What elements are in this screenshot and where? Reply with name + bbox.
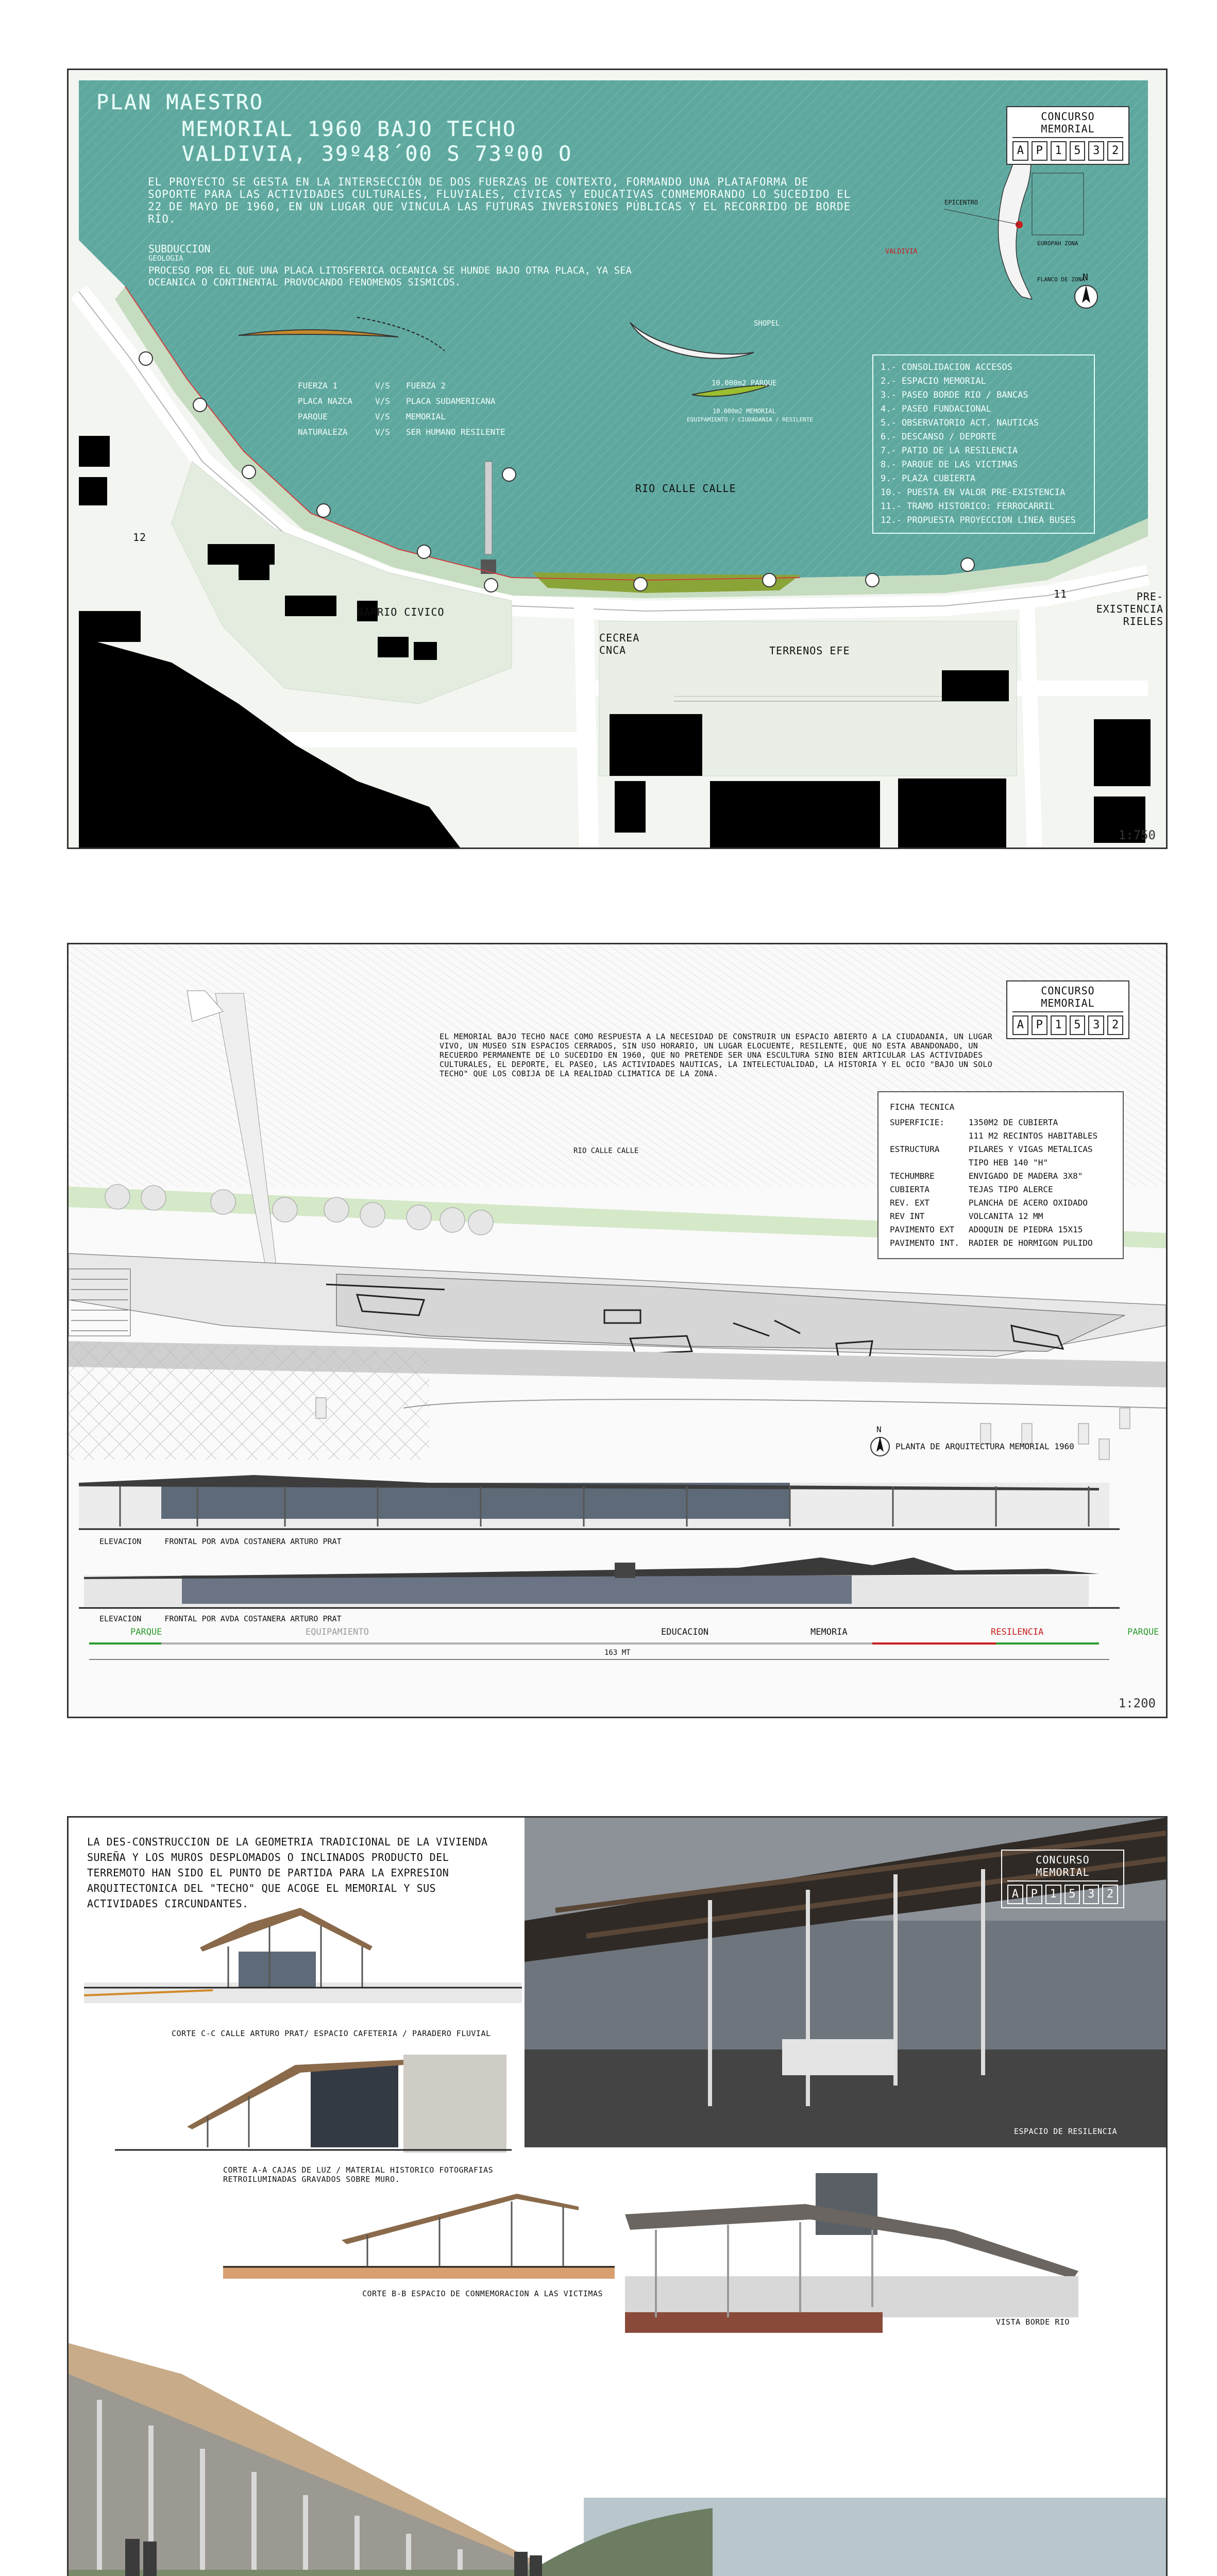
ficha-row: TIPO HEB 140 "H"	[968, 1158, 1048, 1167]
ficha-row: REV. EXT PLANCHA DE ACERO OXIDADO	[890, 1198, 1088, 1208]
competition-code	[1001, 1850, 1124, 1908]
competition-code-title: CONCURSO MEMORIAL	[1012, 985, 1123, 1012]
code-cell: P	[1032, 141, 1047, 161]
bar-label-memoria: MEMORIA	[810, 1627, 848, 1637]
elevation-1-label: ELEVACION FRONTAL POR AVDA COSTANERA ARTURO PRAT	[99, 1537, 342, 1546]
bar-length-label: 163 MT	[604, 1649, 631, 1657]
technical-sheet-table	[890, 1116, 1107, 1250]
legend-item: 1.- CONSOLIDACION ACCESOS	[881, 362, 1012, 372]
technical-sheet	[877, 1091, 1124, 1259]
scale-label: 1:200	[1118, 1696, 1156, 1710]
legend-item: 11.- TRAMO HISTORICO: FERROCARRIL	[881, 501, 1055, 512]
code-cell: 3	[1088, 1015, 1104, 1035]
legend-item: 5.- OBSERVATORIO ACT. NAUTICAS	[881, 418, 1039, 428]
section-bb-drawing	[223, 2178, 615, 2286]
panel-plan-maestro	[67, 69, 1168, 849]
map-label-11: 11	[1054, 588, 1068, 600]
legend-item: 12.- PROPUESTA PROYECCION LÍNEA BUSES	[881, 515, 1076, 526]
forces-table	[298, 378, 505, 440]
panel-cortes-renders	[67, 1816, 1168, 2576]
section-bb-caption: CORTE B-B ESPACIO DE CONMEMORACION A LAS VICTIMAS	[362, 2289, 603, 2298]
force-row: PARQUE V/S MEMORIAL	[298, 412, 446, 421]
code-cell: A	[1012, 141, 1028, 161]
project-location: VALDIVIA, 39º48´00 S 73º00 O	[182, 142, 573, 166]
code-cell: 5	[1070, 1015, 1086, 1035]
ficha-row: SUPERFICIE: 1350M2 DE CUBIERTA	[890, 1117, 1058, 1127]
legend-item: 8.- PARQUE DE LAS VICTIMAS	[881, 460, 1018, 470]
panel-planta-arquitectura	[67, 943, 1168, 1718]
program-bar-labels	[69, 1627, 1166, 1668]
map-label-cecrea: CECREA CNCA	[599, 632, 640, 656]
bar-label-parque-right: PARQUE	[1127, 1627, 1159, 1637]
code-cell: A	[1012, 1015, 1028, 1035]
bar-label-parque-left: PARQUE	[130, 1627, 162, 1637]
force-row: NATURALEZA V/S SER HUMANO RESILENTE	[298, 427, 505, 437]
code-cell: A	[1007, 1885, 1023, 1904]
map-label-12: 12	[133, 531, 147, 544]
force-row: FUERZA 1 V/S FUERZA 2	[298, 381, 446, 391]
competition-code	[1006, 980, 1129, 1039]
subduccion-text: PROCESO POR EL QUE UNA PLACA LITOSFERICA OCEANICA SE HUNDE BAJO OTRA PLACA, YA SEA OCEANICA O CONTINENTAL PROVOCANDO FENOMENOS SISMICOS.	[148, 265, 632, 288]
section-aa-drawing	[115, 2044, 512, 2163]
code-cell: 1	[1045, 1885, 1061, 1904]
ficha-row: TECHUMBRE ENVIGADO DE MADERA 3X8"	[890, 1171, 1083, 1181]
ficha-row: 111 M2 RECINTOS HABITABLES	[968, 1131, 1098, 1141]
code-cell: 3	[1088, 141, 1104, 161]
chile-label-valdivia: VALDIVIA	[885, 248, 918, 256]
river-label: RIO CALLE CALLE	[573, 1147, 639, 1155]
legend-item: 6.- DESCANSO / DEPORTE	[881, 432, 997, 442]
competition-code-title: CONCURSO MEMORIAL	[1007, 1854, 1118, 1882]
subduccion-subtitle: GEOLOGIA	[148, 255, 183, 263]
render-resilencia-caption: ESPACIO DE RESILENCIA	[1014, 2127, 1118, 2136]
code-cell: 5	[1064, 1885, 1080, 1904]
project-intro: EL PROYECTO SE GESTA EN LA INTERSECCIÓN DE DOS FUERZAS DE CONTEXTO, FORMANDO UNA PLATAFORMA DE SOPORTE PARA LAS ACTIVIDADES CULTURALES, FLUVIALES, CÍVICAS Y EDUCATIVAS CONMEMORANDO LO SUCEDIDO EL 22 DE MAYO DE 1960, EN UN LUGAR QUE VINCULA LAS FUTURAS INVERSIONES PÚBLICAS Y EL RECORRIDO DE BORDE RÍO.	[148, 176, 851, 225]
legend-item: 7.- PATIO DE LA RESILENCIA	[881, 446, 1018, 456]
render-paseo-memorial	[69, 2343, 1166, 2576]
memorial-intro: EL MEMORIAL BAJO TECHO NACE COMO RESPUESTA A LA NECESIDAD DE CONSTRUIR UN ESPACIO ABIERTO A LA CIUDADANIA, UN LUGAR VIVO, UN MUSEO SIN ESPACIOS CERRADOS, SIN USO HORARIO, UN LUGAR ELOCUENTE, RESILENTE, QUE NO ESTA ABANDONADO, UN RECUERDO PERMANENTE DE LO SUCEDIDO EN 1960, QUE NO PRETENDE SER UNA ESCULTURA SINO BIEN ARTICULAR LAS ACTIVIDADES CULTURALES, EL DEPORTE, EL PASEO, LAS ACTIVIDADES NAUTICAS, LA INTELECTUALIDAD, LA HISTORIA Y EL OCIO "BAJO UN SOLO TECHO" QUE LOS COBIJA DE LA REALIDAD CLIMATICA DE LA ZONA.	[440, 1032, 993, 1078]
north-label: N	[1083, 272, 1088, 283]
map-label-rio: RIO CALLE CALLE	[635, 482, 736, 495]
code-cell: P	[1026, 1885, 1042, 1904]
program-legend	[872, 354, 1095, 534]
bar-label-equipamiento: EQUIPAMIENTO	[306, 1627, 369, 1637]
render-borde-rio-caption: VISTA BORDE RIO	[996, 2317, 1070, 2327]
project-subtitle: MEMORIAL 1960 BAJO TECHO	[182, 117, 517, 141]
competition-code	[1006, 106, 1129, 165]
sketch-equipamiento-label: EQUIPAMIENTO / CIUDADANIA / RESILENTE	[687, 416, 814, 423]
section-cc-caption: CORTE C-C CALLE ARTURO PRAT/ ESPACIO CAFETERIA / PARADERO FLUVIAL	[172, 2029, 491, 2038]
code-cell: 5	[1070, 141, 1086, 161]
section-cc-drawing	[84, 1905, 522, 2024]
force-row: PLACA NAZCA V/S PLACA SUDAMERICANA	[298, 396, 496, 406]
code-cell: P	[1032, 1015, 1047, 1035]
code-cell: 2	[1107, 141, 1123, 161]
plan-label: PLANTA DE ARQUITECTURA MEMORIAL 1960	[895, 1442, 1074, 1451]
scale-label: 1:750	[1118, 828, 1156, 842]
elevation-2-label: ELEVACION FRONTAL POR AVDA COSTANERA ARTURO PRAT	[99, 1614, 342, 1623]
code-cell: 1	[1051, 1015, 1067, 1035]
chile-label-zona: EUROPAH ZONA	[1037, 240, 1078, 247]
legend-item: 2.- ESPACIO MEMORIAL	[881, 376, 986, 386]
bar-label-resilencia: RESILENCIA	[991, 1627, 1044, 1637]
sketch-park-label: 10.000m2 PARQUE	[712, 379, 777, 387]
code-cell: 2	[1102, 1885, 1118, 1904]
map-label-preexistencia: PRE-EXISTENCIA RIELES	[1096, 590, 1163, 628]
page-title: PLAN MAESTRO	[96, 91, 264, 114]
ficha-row: PAVIMENTO EXT ADOQUIN DE PIEDRA 15X15	[890, 1225, 1083, 1234]
legend-item: 4.- PASEO FUNDACIONAL	[881, 404, 991, 414]
north-label: N	[876, 1425, 882, 1434]
section-aa-caption: CORTE A-A CAJAS DE LUZ / MATERIAL HISTORICO FOTOGRAFIAS RETROILUMINADAS GRAVADOS SOBRE MURO.	[223, 2165, 494, 2184]
sketch-memorial-label: 10.000m2 MEMORIAL	[713, 408, 776, 415]
chile-label-flanco: FLANCO DE ZONA	[1037, 276, 1085, 283]
chile-label-epicentro: EPICENTRO	[944, 199, 978, 206]
legend-item: 9.- PLAZA CUBIERTA	[881, 473, 976, 484]
technical-sheet-title: FICHA TECNICA	[890, 1102, 955, 1112]
competition-code-title: CONCURSO MEMORIAL	[1012, 110, 1123, 138]
ficha-row: CUBIERTA TEJAS TIPO ALERCE	[890, 1184, 1053, 1194]
legend-item: 3.- PASEO BORDE RIO / BANCAS	[881, 390, 1028, 400]
code-cell: 2	[1107, 1015, 1123, 1035]
code-cell: 1	[1051, 141, 1067, 161]
map-label-barrio: BARRIO CIVICO	[357, 606, 445, 618]
bar-label-educacion: EDUCACION	[661, 1627, 709, 1637]
subduccion-title: SUBDUCCION	[148, 243, 211, 255]
panel3-intro: LA DES-CONSTRUCCION DE LA GEOMETRIA TRADICIONAL DE LA VIVIENDA SUREÑA Y LOS MUROS DESPLOMADOS O INCLINADOS PRODUCTO DEL TERREMOTO HAN SIDO EL PUNTO DE PARTIDA PARA LA EXPRESION ARQUITECTONICA DEL "TECHO" QUE ACOGE EL MEMORIAL Y SUS ACTIVIDADES CIRCUNDANTES.	[87, 1836, 488, 1910]
legend-item: 10.- PUESTA EN VALOR PRE-EXISTENCIA	[881, 487, 1066, 498]
sketch-shopel-label: SHOPEL	[754, 319, 780, 328]
map-label-terrenos: TERRENOS EFE	[769, 645, 850, 657]
code-cell: 3	[1083, 1885, 1099, 1904]
ficha-row: ESTRUCTURA PILARES Y VIGAS METALICAS	[890, 1144, 1093, 1154]
ficha-row: PAVIMENTO INT. RADIER DE HORMIGON PULIDO	[890, 1238, 1093, 1248]
ficha-row: REV INT VOLCANITA 12 MM	[890, 1211, 1043, 1221]
